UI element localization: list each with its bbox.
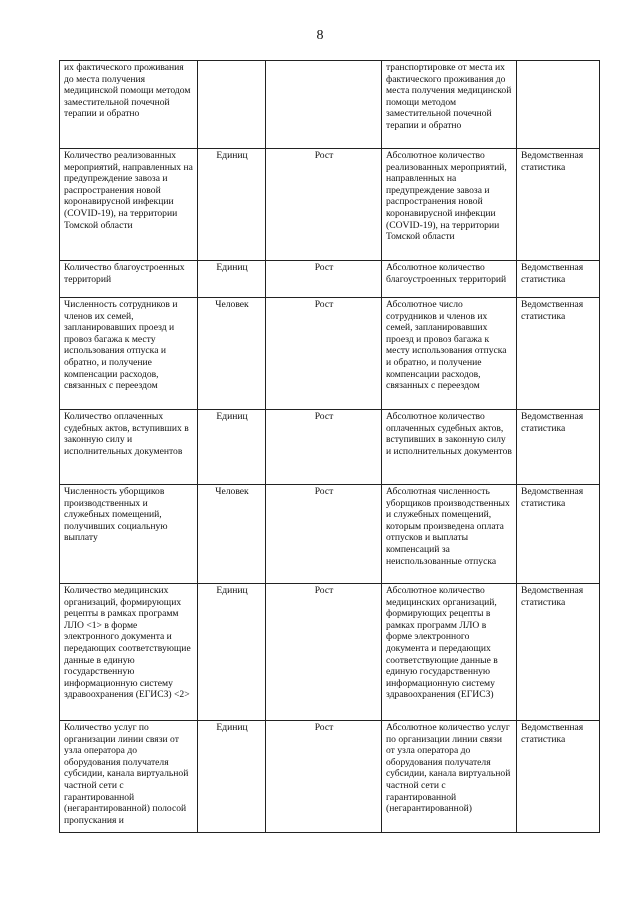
direction-cell (266, 149, 382, 261)
unit-cell (198, 584, 266, 721)
table-row (60, 485, 600, 584)
source-cell (517, 261, 600, 298)
direction: Рост (314, 299, 334, 310)
unit-cell (198, 721, 266, 833)
table-row (60, 410, 600, 485)
unit-cell (198, 298, 266, 410)
source-cell (517, 298, 600, 410)
source-cell (517, 61, 600, 149)
indicator-name: Количество благоустроенных территорий (64, 262, 185, 285)
direction-cell (266, 298, 382, 410)
table-row (60, 261, 600, 298)
data-source: Ведомственная статистика (521, 150, 584, 173)
table-row (60, 584, 600, 721)
direction: Рост (314, 585, 334, 596)
unit: Единиц (216, 722, 248, 733)
unit-cell (198, 261, 266, 298)
method-cell (382, 298, 517, 410)
indicator-name: их фактического проживания до места получения медицинской помощи методом заместительной почечной терапии и обратно (64, 62, 191, 120)
calculation-method: Абсолютное число сотрудников и членов их семей, запланировавших проезд и провоз багажа к месту использования отпуска и обратно, и получение компенсации расходов, связанных с переездом (386, 299, 507, 392)
unit: Единиц (216, 585, 248, 596)
indicators-table (59, 60, 600, 833)
unit: Единиц (216, 262, 248, 273)
table-row (60, 298, 600, 410)
source-cell (517, 485, 600, 584)
source-cell (517, 584, 600, 721)
unit: Единиц (216, 411, 248, 422)
calculation-method: Абсолютное количество оплаченных судебных актов, вступивших в законную силу и исполнительных документов (386, 411, 512, 457)
indicator-name-cell (60, 298, 198, 410)
table-row (60, 149, 600, 261)
direction-cell (266, 410, 382, 485)
unit: Человек (215, 299, 249, 310)
indicator-name-cell (60, 61, 198, 149)
unit: Единиц (216, 150, 248, 161)
data-source: Ведомственная статистика (521, 411, 584, 434)
indicator-name: Количество реализованных мероприятий, направленных на предупреждение завоза и распространения новой коронавирусной инфекции (COVID-19), на территории Томской области (64, 150, 193, 231)
indicator-name-cell (60, 485, 198, 584)
table-row (60, 61, 600, 149)
direction-cell (266, 61, 382, 149)
indicator-name-cell (60, 149, 198, 261)
table-row (60, 721, 600, 833)
method-cell (382, 61, 517, 149)
direction: Рост (314, 150, 334, 161)
method-cell (382, 584, 517, 721)
direction-cell (266, 485, 382, 584)
direction: Рост (314, 722, 334, 733)
direction: Рост (314, 411, 334, 422)
source-cell (517, 149, 600, 261)
method-cell (382, 410, 517, 485)
indicator-name: Количество медицинских организаций, формирующих рецепты в рамках программ ЛЛО <1> в форме электронного документа и передающих соответствующие данные в единую государственную информационную систему здравоохранения (ЕГИСЗ) <2> (64, 585, 191, 701)
method-cell (382, 149, 517, 261)
unit-cell (198, 149, 266, 261)
unit-cell (198, 410, 266, 485)
unit: Человек (215, 486, 249, 497)
calculation-method: Абсолютное количество реализованных мероприятий, направленных на предупреждение завоза и распространения новой коронавирусной инфекции (COVID-19), на территории Томской области (386, 150, 507, 243)
calculation-method: Абсолютное количество услуг по организации линии связи от узла оператора до оборудования получателя субсидии, канала виртуальной частной сети с гарантированной (негарантированной) (386, 722, 511, 815)
data-source: Ведомственная статистика (521, 486, 584, 509)
direction: Рост (314, 262, 334, 273)
method-cell (382, 261, 517, 298)
indicator-name: Численность уборщиков производственных и служебных помещений, получивших социальную выплату (64, 486, 168, 544)
calculation-method: транспортировке от места их фактического проживания до места получения медицинской помощи методом заместительной почечной терапии и обратно (386, 62, 512, 131)
indicator-name: Количество оплаченных судебных актов, вступивших в законную силу и исполнительных документов (64, 411, 189, 457)
direction-cell (266, 261, 382, 298)
calculation-method: Абсолютное количество благоустроенных территорий (386, 262, 507, 285)
indicator-name: Численность сотрудников и членов их семей, запланировавших проезд и провоз багажа к месту использования отпуска и обратно, и получение компенсации расходов, связанных с переездом (64, 299, 178, 392)
unit-cell (198, 61, 266, 149)
data-source: Ведомственная статистика (521, 262, 584, 285)
calculation-method: Абсолютная численность уборщиков производственных и служебных помещений, которым произведена оплата отпусков и выплаты компенсаций за неиспользованные отпуска (386, 486, 510, 567)
unit-cell (198, 485, 266, 584)
method-cell (382, 485, 517, 584)
direction-cell (266, 721, 382, 833)
indicator-name-cell (60, 410, 198, 485)
indicator-name-cell (60, 721, 198, 833)
source-cell (517, 410, 600, 485)
source-cell (517, 721, 600, 833)
page-number: 8 (316, 28, 324, 43)
data-source: Ведомственная статистика (521, 722, 584, 745)
data-source: Ведомственная статистика (521, 585, 584, 608)
indicator-name-cell (60, 261, 198, 298)
direction: Рост (314, 486, 334, 497)
indicator-name-cell (60, 584, 198, 721)
data-source: Ведомственная статистика (521, 299, 584, 322)
direction-cell (266, 584, 382, 721)
method-cell (382, 721, 517, 833)
calculation-method: Абсолютное количество медицинских организаций, формирующих рецепты в рамках программ ЛЛО в форме электронного документа и передающих соответствующие данные в единую государственную информационную систему здравоохранения (ЕГИСЗ) (386, 585, 498, 701)
indicator-name: Количество услуг по организации линии связи от узла оператора до оборудования получателя субсидии, канала виртуальной частной сети с гарантированной (негарантированной) полосой пропускания и (64, 722, 189, 826)
